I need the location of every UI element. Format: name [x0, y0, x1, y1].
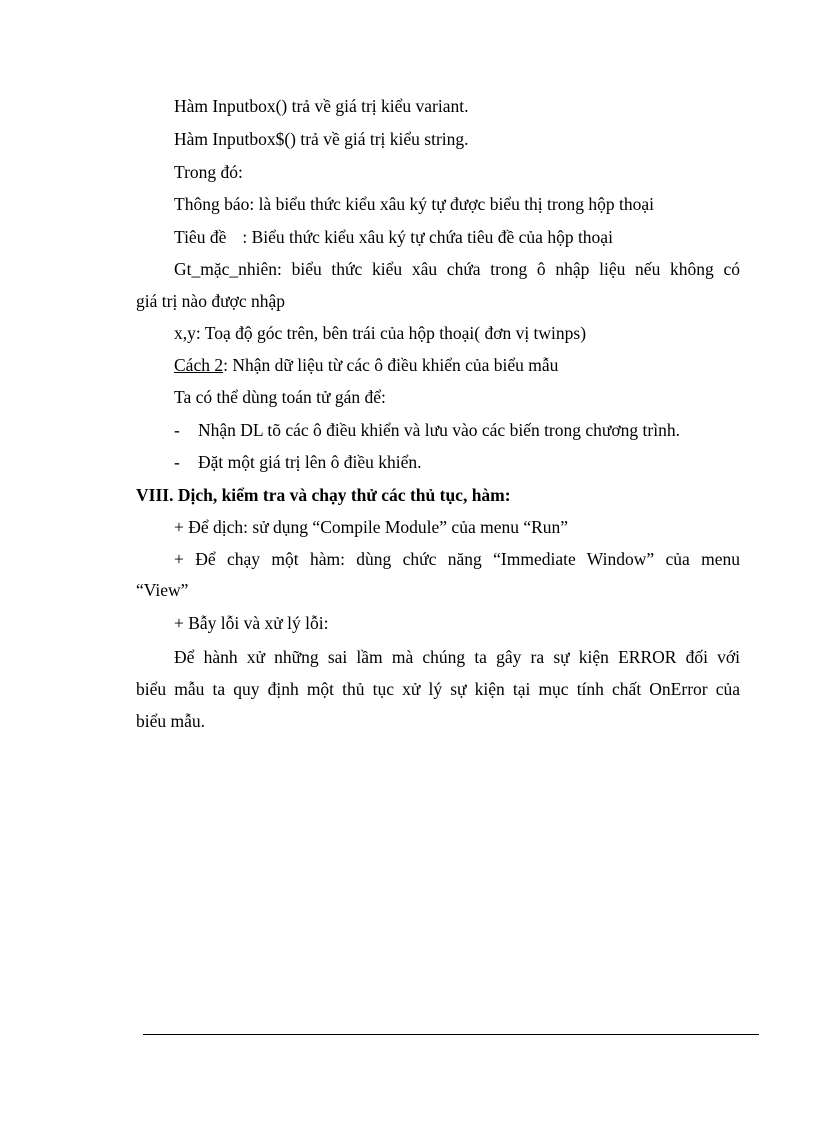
paragraph-inputbox-string: Hàm Inputbox$() trả về giá trị kiểu string.	[174, 129, 469, 149]
paragraph-trong-do: Trong đó:	[174, 162, 243, 182]
cach-2-label: Cách 2	[174, 355, 224, 375]
paragraph-tieu-de	[174, 226, 613, 248]
paragraph-de-chay-ham-line1: + Để chạy một hàm: dùng chức năng “Immediate Window” của menu	[174, 549, 740, 569]
tieu-de-text: : Biểu thức kiểu xâu ký tự chứa tiêu đề của hộp thoại	[242, 227, 613, 247]
paragraph-thong-bao: Thông báo: là biểu thức kiểu xâu ký tự được biểu thị trong hộp thoại	[174, 194, 654, 214]
footer-divider	[143, 1034, 759, 1035]
bullet-marker: -	[174, 420, 180, 440]
paragraph-bay-loi: + Bẫy lỗi và xử lý lỗi:	[174, 613, 329, 633]
bullet-item-nhan-dl: Nhận DL tõ các ô điều khiển và lưu vào các biến trong chương trình.	[198, 420, 680, 440]
paragraph-de-dich: + Để dịch: sử dụng “Compile Module” của menu “Run”	[174, 517, 569, 537]
paragraph-xu-ly-loi-line3: biểu mẫu.	[136, 711, 206, 731]
paragraph-xu-ly-loi-line2: biểu mẫu ta quy định một thủ tục xử lý sự kiện tại mục tính chất OnError của	[136, 679, 740, 699]
paragraph-xu-ly-loi-line1: Để hành xử những sai lầm mà chúng ta gây ra sự kiện ERROR đối với	[174, 647, 740, 667]
paragraph-toan-tu-gan: Ta có thể dùng toán tử gán để:	[174, 387, 386, 407]
paragraph-xy-coords: x,y: Toạ độ góc trên, bên trái của hộp thoại( đơn vị twinps)	[174, 323, 587, 343]
paragraph-gt-mac-nhien-line1: Gt_mặc_nhiên: biểu thức kiểu xâu chứa trong ô nhập liệu nếu không có	[174, 259, 740, 279]
bullet-item-dat-gia-tri: Đặt một giá trị lên ô điều khiển.	[198, 452, 422, 472]
bullet-marker: -	[174, 452, 180, 472]
section-heading: VIII. Dịch, kiểm tra và chạy thử các thủ tục, hàm:	[136, 485, 511, 505]
tieu-de-term: Tiêu đề	[174, 227, 227, 247]
paragraph-inputbox-variant: Hàm Inputbox() trả về giá trị kiểu variant.	[174, 96, 469, 116]
paragraph-de-chay-ham-line2: “View”	[136, 580, 189, 600]
paragraph-gt-mac-nhien-line2: giá trị nào được nhập	[136, 291, 285, 311]
paragraph-cach-2	[174, 354, 558, 376]
cach-2-text: : Nhận dữ liệu từ các ô điều khiển của biểu mẫu	[223, 355, 559, 375]
